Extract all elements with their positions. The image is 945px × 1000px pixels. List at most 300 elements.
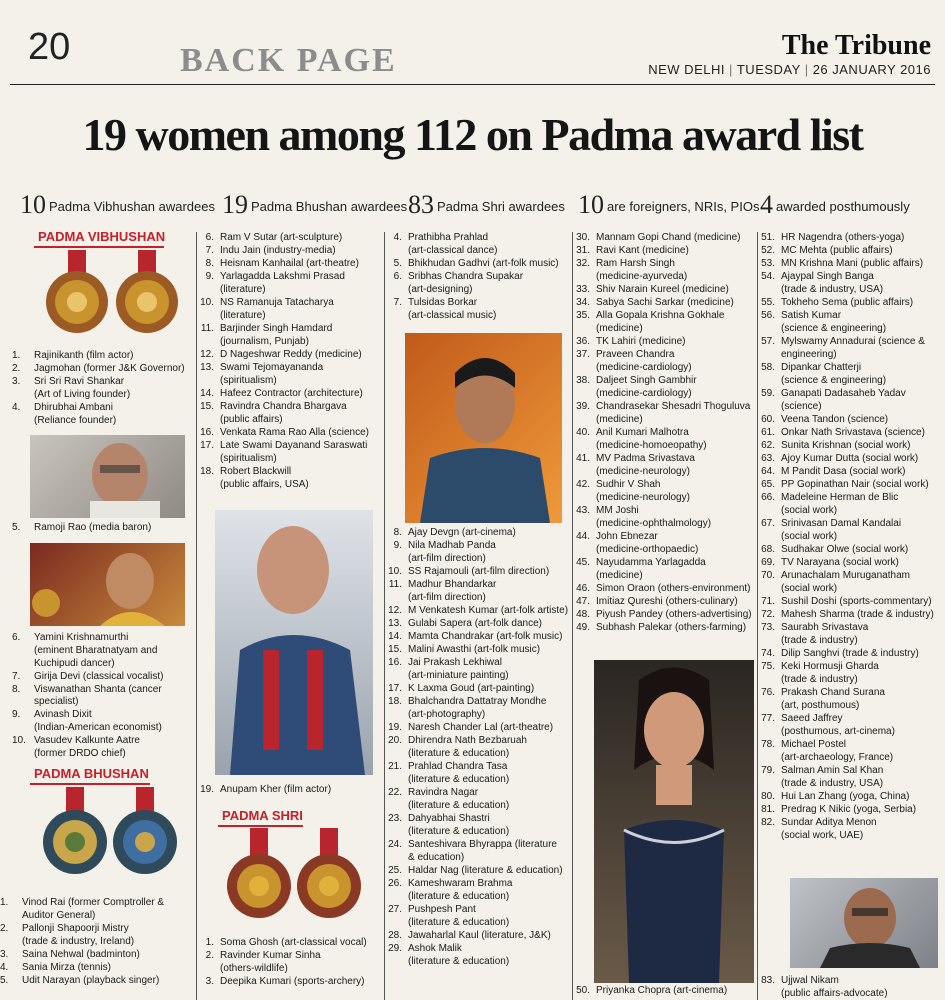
list-vibhushan-1 xyxy=(12,350,196,428)
awardee-name: Prakash Chand Surana xyxy=(781,687,885,698)
awardee-name: Sudhakar Olwe (social work) xyxy=(781,544,909,555)
item-number: 10. xyxy=(12,735,26,746)
list-item xyxy=(386,579,572,591)
awardee-name: Shiv Narain Kureel (medicine) xyxy=(596,284,729,295)
item-number xyxy=(198,375,220,387)
awardee-name: (medicine) xyxy=(596,570,643,581)
list-item xyxy=(386,865,572,877)
item-number: 14. xyxy=(388,631,402,642)
list-shri-6 xyxy=(759,232,945,843)
awardee-name: Venkata Rama Rao Alla (science) xyxy=(220,427,369,438)
list-bhushan-1 xyxy=(0,897,196,988)
awardee-name: Deepika Kumari (sports-archery) xyxy=(220,976,365,987)
awardee-name: (art-designing) xyxy=(408,284,473,295)
item-number: 9. xyxy=(205,271,214,282)
awardee-name: Auditor General) xyxy=(22,910,96,921)
item-number xyxy=(0,910,22,922)
item-number: 7. xyxy=(393,297,402,308)
awardee-name: Heisnam Kanhailal (art-theatre) xyxy=(220,258,359,269)
list-item xyxy=(574,544,757,556)
awardee-name: (medicine-ayurveda) xyxy=(596,271,688,282)
awardee-name: Sribhas Chandra Supakar xyxy=(408,271,524,282)
list-item xyxy=(198,362,384,374)
awardee-name: Ravinder Kumar Sinha xyxy=(220,950,321,961)
strap-count: 10 xyxy=(20,190,46,219)
item-number: 74. xyxy=(761,648,775,659)
awardee-name: (literature & education) xyxy=(408,774,510,785)
list-item xyxy=(386,917,572,929)
list-item xyxy=(574,271,757,283)
item-number: 63. xyxy=(761,453,775,464)
item-number: 52. xyxy=(761,245,775,256)
list-shri-7 xyxy=(759,975,945,1000)
item-number: 19. xyxy=(200,784,214,795)
awardee-name: PP Gopinathan Nair (social work) xyxy=(781,479,929,490)
awardee-name: (art-archaeology, France) xyxy=(781,752,894,763)
list-item xyxy=(574,401,757,413)
list-item xyxy=(386,891,572,903)
list-item xyxy=(759,635,945,647)
list-item xyxy=(574,232,757,244)
list-item xyxy=(759,271,945,283)
item-number: 49. xyxy=(576,622,590,633)
awardee-name: Sunita Krishnan (social work) xyxy=(781,440,911,451)
list-item xyxy=(574,349,757,361)
item-number xyxy=(759,752,781,764)
list-item xyxy=(386,553,572,565)
awardee-name: Sundar Aditya Menon xyxy=(781,817,877,828)
list-item xyxy=(198,950,384,962)
list-item xyxy=(0,897,196,909)
awardee-name: Dahyabhai Shastri xyxy=(408,813,490,824)
list-item xyxy=(0,962,196,974)
list-item xyxy=(574,985,757,997)
item-number: 17. xyxy=(388,683,402,694)
list-item xyxy=(574,297,757,309)
photo-ujjwal-nikam xyxy=(790,878,938,968)
item-number xyxy=(386,800,408,812)
awardee-name: (trade & industry, USA) xyxy=(781,284,884,295)
list-item xyxy=(12,632,196,644)
awardee-name: Nila Madhab Panda xyxy=(408,540,496,551)
awardee-name: Ram Harsh Singh xyxy=(596,258,675,269)
list-item xyxy=(574,596,757,608)
awardee-name: (medicine-cardiology) xyxy=(596,362,692,373)
list-item xyxy=(12,645,196,657)
awardee-name: Ujjwal Nikam xyxy=(781,975,839,986)
awardee-name: Daljeet Singh Gambhir xyxy=(596,375,697,386)
list-item xyxy=(386,839,572,851)
list-item xyxy=(759,609,945,621)
item-number: 20. xyxy=(388,735,402,746)
list-item xyxy=(386,735,572,747)
item-number xyxy=(12,389,34,401)
awardee-name: Sabya Sachi Sarkar (medicine) xyxy=(596,297,734,308)
awardee-name: (public affairs-advocate) xyxy=(781,988,888,999)
awardee-name: (literature & education) xyxy=(408,917,510,928)
awardee-name: (social work) xyxy=(781,583,838,594)
awardee-name: (literature & education) xyxy=(408,891,510,902)
list-item xyxy=(386,297,572,309)
awardee-name: Ashok Malik xyxy=(408,943,462,954)
item-number: 3. xyxy=(12,376,21,387)
list-item xyxy=(198,440,384,452)
item-number: 62. xyxy=(761,440,775,451)
item-number xyxy=(386,553,408,565)
item-number xyxy=(198,479,220,491)
item-number xyxy=(574,271,596,283)
awardee-name: (Reliance founder) xyxy=(34,415,117,426)
list-item xyxy=(759,401,945,413)
item-number: 65. xyxy=(761,479,775,490)
awardee-name: Avinash Dixit xyxy=(34,709,92,720)
item-number: 2. xyxy=(205,950,214,961)
list-item xyxy=(386,774,572,786)
item-number xyxy=(12,658,34,670)
list-item xyxy=(386,683,572,695)
item-number: 30. xyxy=(576,232,590,243)
strap-bhushan xyxy=(222,190,407,220)
list-item xyxy=(759,505,945,517)
awardee-name: Sushil Doshi (sports-commentary) xyxy=(781,596,932,607)
awardee-name: (science & engineering) xyxy=(781,323,887,334)
list-item xyxy=(759,752,945,764)
list-item xyxy=(386,618,572,630)
item-number: 4. xyxy=(0,962,9,973)
awardee-name: (spiritualism) xyxy=(220,375,277,386)
padma-shri-label: PADMA SHRI xyxy=(222,808,303,823)
item-number xyxy=(12,722,34,734)
awardee-name: Viswanathan Shanta (cancer specialist) xyxy=(34,684,162,707)
list-item xyxy=(198,297,384,309)
list-item xyxy=(759,492,945,504)
list-shri-3 xyxy=(386,527,572,969)
item-number: 8. xyxy=(393,527,402,538)
awardee-name: Swami Tejomayananda xyxy=(220,362,324,373)
item-number xyxy=(759,583,781,595)
awardee-name: Arunachalam Muruganatham xyxy=(781,570,910,581)
awardee-name: Sri Sri Ravi Shankar xyxy=(34,376,125,387)
item-number: 2. xyxy=(12,363,21,374)
item-number: 6. xyxy=(393,271,402,282)
masthead: The Tribune xyxy=(781,30,931,61)
item-number: 36. xyxy=(576,336,590,347)
awardee-name: Keki Hormusji Gharda xyxy=(781,661,879,672)
awardee-name: Hui Lan Zhang (yoga, China) xyxy=(781,791,910,802)
item-number xyxy=(198,963,220,975)
item-number xyxy=(759,531,781,543)
awardee-name: John Ebnezar xyxy=(596,531,658,542)
list-item xyxy=(759,622,945,634)
awardee-name: Saina Nehwal (badminton) xyxy=(22,949,140,960)
list-vibhushan-2 xyxy=(12,522,196,535)
vibhushan-medals-image xyxy=(40,250,190,335)
shri-medals-image xyxy=(224,828,374,923)
photo-ajay-devgn xyxy=(405,333,562,523)
awardee-name: Sudhir V Shah xyxy=(596,479,661,490)
list-item xyxy=(386,943,572,955)
awardee-name: Naresh Chander Lal (art-theatre) xyxy=(408,722,554,733)
strap-text: Padma Shri awardees xyxy=(437,199,565,214)
list-vibhushan-3 xyxy=(12,632,196,761)
list-item xyxy=(0,975,196,987)
list-item xyxy=(386,310,572,322)
item-number: 29. xyxy=(388,943,402,954)
item-number: 69. xyxy=(761,557,775,568)
list-item xyxy=(574,310,757,322)
item-number: 11. xyxy=(200,323,214,334)
awardee-name: Pushpesh Pant xyxy=(408,904,476,915)
item-number xyxy=(198,336,220,348)
item-number: 19. xyxy=(388,722,402,733)
item-number: 18. xyxy=(388,696,402,707)
list-item xyxy=(759,570,945,582)
item-number: 31. xyxy=(576,245,590,256)
awardee-name: Alla Gopala Krishna Gokhale xyxy=(596,310,725,321)
list-item xyxy=(574,440,757,452)
list-item xyxy=(198,232,384,244)
list-item xyxy=(198,258,384,270)
awardee-name: Udit Narayan (playback singer) xyxy=(22,975,160,986)
item-number: 9. xyxy=(12,709,21,720)
list-shri-5 xyxy=(574,985,757,998)
list-item xyxy=(759,531,945,543)
list-item xyxy=(386,956,572,968)
awardee-name: (trade & industry) xyxy=(781,674,858,685)
list-item xyxy=(574,466,757,478)
list-item xyxy=(386,271,572,283)
item-number: 59. xyxy=(761,388,775,399)
awardee-name: Simon Oraon (others-environment) xyxy=(596,583,751,594)
list-item xyxy=(386,761,572,773)
list-item xyxy=(386,709,572,721)
awardee-name: Bhikhudan Gadhvi (art-folk music) xyxy=(408,258,559,269)
list-item xyxy=(759,988,945,1000)
awardee-name: Anil Kumari Malhotra xyxy=(596,427,689,438)
awardee-name: (social work) xyxy=(781,505,838,516)
item-number: 8. xyxy=(205,258,214,269)
list-item xyxy=(759,975,945,987)
list-item xyxy=(574,570,757,582)
awardee-name: Gulabi Sapera (art-folk dance) xyxy=(408,618,542,629)
list-item xyxy=(386,540,572,552)
strap-vibhushan xyxy=(20,190,215,220)
strap-text: awarded posthumously xyxy=(776,199,910,214)
item-number: 5. xyxy=(393,258,402,269)
item-number: 83. xyxy=(761,975,775,986)
awardee-name: (medicine-cardiology) xyxy=(596,388,692,399)
awardee-name: HR Nagendra (others-yoga) xyxy=(781,232,905,243)
item-number: 67. xyxy=(761,518,775,529)
item-number: 41. xyxy=(576,453,590,464)
awardee-name: TK Lahiri (medicine) xyxy=(596,336,686,347)
item-number: 4. xyxy=(393,232,402,243)
list-item xyxy=(386,696,572,708)
item-number xyxy=(386,852,408,864)
item-number: 10. xyxy=(200,297,214,308)
awardee-name: Haldar Nag (literature & education) xyxy=(408,865,563,876)
list-item xyxy=(198,349,384,361)
item-number: 64. xyxy=(761,466,775,477)
awardee-name: MV Padma Srivastava xyxy=(596,453,695,464)
item-number: 43. xyxy=(576,505,590,516)
item-number xyxy=(759,323,781,335)
awardee-name: MN Krishna Mani (public affairs) xyxy=(781,258,924,269)
awardee-name: Piyush Pandey (others-advertising) xyxy=(596,609,752,620)
awardee-name: SS Rajamouli (art-film direction) xyxy=(408,566,550,577)
awardee-name: NS Ramanuja Tatacharya xyxy=(220,297,334,308)
awardee-name: Ravindra Chandra Bhargava xyxy=(220,401,347,412)
awardee-name: Malini Awasthi (art-folk music) xyxy=(408,644,541,655)
awardee-name: (medicine) xyxy=(596,414,643,425)
item-number xyxy=(386,917,408,929)
item-number: 66. xyxy=(761,492,775,503)
list-item xyxy=(759,700,945,712)
item-number: 18. xyxy=(200,466,214,477)
list-item xyxy=(386,644,572,656)
strap-count: 19 xyxy=(222,190,248,219)
item-number xyxy=(198,414,220,426)
list-item xyxy=(198,414,384,426)
item-number: 10. xyxy=(388,566,402,577)
list-item xyxy=(386,284,572,296)
list-shri-1 xyxy=(198,937,384,989)
item-number: 24. xyxy=(388,839,402,850)
awardee-name: Subhash Palekar (others-farming) xyxy=(596,622,747,633)
list-item xyxy=(574,414,757,426)
awardee-name: Onkar Nath Srivastava (science) xyxy=(781,427,925,438)
list-item xyxy=(386,722,572,734)
item-number xyxy=(759,988,781,1000)
list-item xyxy=(12,709,196,721)
list-item xyxy=(574,492,757,504)
headline: 19 women among 112 on Padma award list xyxy=(82,109,863,160)
awardee-name: Srinivasan Damal Kandalai xyxy=(781,518,902,529)
item-number xyxy=(386,709,408,721)
list-item xyxy=(198,976,384,988)
item-number: 27. xyxy=(388,904,402,915)
awardee-name: Bhalchandra Dattatray Mondhe xyxy=(408,696,547,707)
item-number: 7. xyxy=(205,245,214,256)
item-number: 23. xyxy=(388,813,402,824)
item-number: 44. xyxy=(576,531,590,542)
list-item xyxy=(386,592,572,604)
list-item xyxy=(759,479,945,491)
awardee-name: Chandrasekar Shesadri Thoguluva xyxy=(596,401,751,412)
awardee-name: Imitiaz Qureshi (others-culinary) xyxy=(596,596,738,607)
awardee-name: Dipankar Chatterji xyxy=(781,362,862,373)
item-number: 48. xyxy=(576,609,590,620)
list-item xyxy=(574,609,757,621)
list-item xyxy=(759,726,945,738)
awardee-name: (spiritualism) xyxy=(220,453,277,464)
item-number xyxy=(574,466,596,478)
awardee-name: D Nageshwar Reddy (medicine) xyxy=(220,349,362,360)
awardee-name: Tulsidas Borkar xyxy=(408,297,478,308)
list-item xyxy=(759,323,945,335)
item-number: 25. xyxy=(388,865,402,876)
list-shri-2 xyxy=(386,232,572,323)
item-number xyxy=(759,284,781,296)
awardee-name: (literature & education) xyxy=(408,956,510,967)
item-number: 39. xyxy=(576,401,590,412)
list-item xyxy=(759,596,945,608)
awardee-name: (literature & education) xyxy=(408,800,510,811)
list-item xyxy=(386,800,572,812)
awardee-name: Mamta Chandrakar (art-folk music) xyxy=(408,631,563,642)
list-item xyxy=(574,557,757,569)
list-item xyxy=(386,904,572,916)
awardee-name: Vasudev Kalkunte Aatre xyxy=(34,735,140,746)
list-item xyxy=(759,661,945,673)
strap-posthumous xyxy=(760,190,910,220)
awardee-name: Soma Ghosh (art-classical vocal) xyxy=(220,937,367,948)
list-item xyxy=(759,791,945,803)
item-number xyxy=(0,936,22,948)
awardee-name: M Pandit Dasa (social work) xyxy=(781,466,906,477)
item-number: 16. xyxy=(388,657,402,668)
item-number xyxy=(574,440,596,452)
item-number: 22. xyxy=(388,787,402,798)
awardee-name: Pallonji Shapoorji Mistry xyxy=(22,923,129,934)
item-number: 47. xyxy=(576,596,590,607)
item-number: 28. xyxy=(388,930,402,941)
list-item xyxy=(759,804,945,816)
section-title: BACK PAGE xyxy=(180,42,397,79)
column-divider xyxy=(757,232,758,1000)
awardee-name: Dilip Sanghvi (trade & industry) xyxy=(781,648,919,659)
awardee-name: Yamini Krishnamurthi xyxy=(34,632,129,643)
strap-count: 83 xyxy=(408,190,434,219)
item-number: 1. xyxy=(12,350,21,361)
item-number xyxy=(759,674,781,686)
awardee-name: MC Mehta (public affairs) xyxy=(781,245,893,256)
list-item xyxy=(759,466,945,478)
column-divider xyxy=(196,232,197,1000)
list-item xyxy=(574,505,757,517)
awardee-name: Tokheho Sema (public affairs) xyxy=(781,297,914,308)
list-item xyxy=(759,739,945,751)
item-number: 26. xyxy=(388,878,402,889)
awardee-name: TV Narayana (social work) xyxy=(781,557,899,568)
item-number xyxy=(759,401,781,413)
item-number xyxy=(574,518,596,530)
list-item xyxy=(759,258,945,270)
item-number xyxy=(198,310,220,322)
awardee-name: (science & engineering) xyxy=(781,375,887,386)
awardee-name: (social work) xyxy=(781,531,838,542)
item-number xyxy=(386,956,408,968)
list-item xyxy=(0,936,196,948)
strap-count: 10 xyxy=(578,190,604,219)
list-item xyxy=(759,284,945,296)
awardee-name: (Art of Living founder) xyxy=(34,389,131,400)
list-item xyxy=(198,310,384,322)
list-item xyxy=(198,453,384,465)
list-item xyxy=(759,336,945,348)
awardee-name: & education) xyxy=(408,852,465,863)
list-item xyxy=(198,323,384,335)
label-underline xyxy=(34,246,164,248)
item-number xyxy=(386,891,408,903)
list-item xyxy=(12,658,196,670)
awardee-name: (trade & industry) xyxy=(781,635,858,646)
item-number: 12. xyxy=(200,349,214,360)
strap-text: Padma Bhushan awardees xyxy=(251,199,408,214)
awardee-name: Satish Kumar xyxy=(781,310,842,321)
list-item xyxy=(759,518,945,530)
item-number: 32. xyxy=(576,258,590,269)
